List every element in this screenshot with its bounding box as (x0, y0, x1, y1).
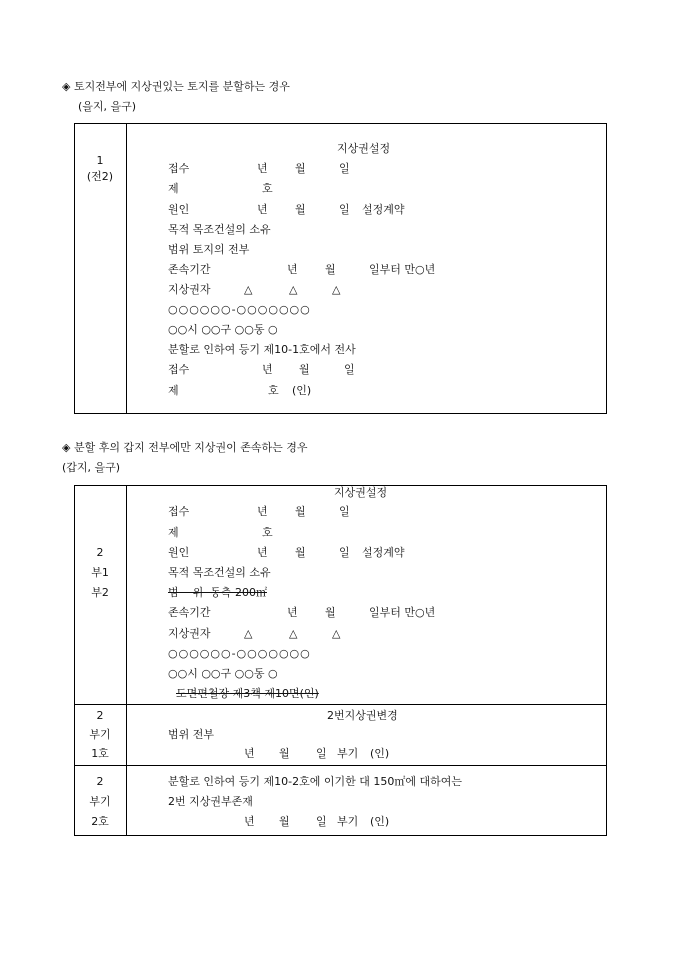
s1-duration-month: 월 (325, 263, 336, 276)
s2r3-annex: 부기 (337, 815, 359, 828)
s2r1-holder-id: ○○○○○○-○○○○○○○ (168, 647, 311, 660)
s2r3-month: 월 (279, 815, 290, 828)
s1-entry-title: 지상권설정 (337, 142, 391, 155)
s2r3-nonexistence: 2번 지상권부존재 (168, 795, 253, 808)
s1-holder-address: ○○시 ○○구 ○○동 ○ (168, 323, 278, 336)
s2r1-duration-label: 존속기간 (168, 606, 211, 619)
s2r1-scope-struck: 범 위 동측 200㎡ (168, 586, 267, 599)
s2r1-number-ho: 호 (262, 526, 273, 539)
s1-receipt2-day: 일 (344, 363, 355, 376)
s1-transfer-note: 분할로 인하여 등기 제10-1호에서 전사 (168, 343, 356, 356)
s1-receipt2-month: 월 (299, 363, 310, 376)
s2r2-rank-number: 2 (96, 709, 104, 722)
s2r3-rank-sub2: 2호 (91, 815, 109, 828)
s2r3-rank-number: 2 (96, 775, 104, 788)
s2r2-year: 년 (244, 747, 255, 760)
section1-column-divider (126, 123, 127, 414)
s2r2-month: 월 (279, 747, 290, 760)
s1-receipt-year: 년 (257, 162, 268, 175)
s2r2-rank-sub2: 1호 (91, 747, 109, 760)
s2r1-duration-until: 일부터 만○년 (369, 606, 436, 619)
s2r1-rank-sub1: 부1 (91, 566, 109, 579)
s1-cause-month: 월 (295, 203, 306, 216)
section2-heading: ◈ 분할 후의 갑지 전부에만 지상권이 존속하는 경우 (62, 441, 308, 454)
s2r1-number-label: 제 (168, 526, 179, 539)
s2r3-seal: (인) (370, 815, 390, 828)
s1-receipt2-year: 년 (262, 363, 273, 376)
s1-rank-number: 1 (96, 154, 104, 167)
s1-number2-label: 제 (168, 384, 179, 397)
s2r2-day: 일 (316, 747, 327, 760)
section1-subheading: (을지, 을구) (78, 100, 137, 113)
s1-receipt-label: 접수 (168, 162, 190, 175)
s1-rank-sub: (전2) (86, 170, 114, 183)
section2-subheading: (갑지, 을구) (62, 461, 121, 474)
s2r1-holder-address: ○○시 ○○구 ○○동 ○ (168, 667, 278, 680)
s2r1-entry-title: 지상권설정 (334, 486, 388, 499)
s2r1-receipt-month: 월 (295, 505, 306, 518)
s1-duration-label: 존속기간 (168, 263, 211, 276)
s2r1-cause-contract: 설정계약 (362, 546, 405, 559)
s1-cause-contract: 설정계약 (362, 203, 405, 216)
s1-duration-until: 일부터 만○년 (369, 263, 436, 276)
s1-receipt-month: 월 (295, 162, 306, 175)
section2-column-divider (126, 485, 127, 836)
s1-scope: 범위 토지의 전부 (168, 243, 250, 256)
s2r1-duration-year: 년 (287, 606, 298, 619)
s2r3-day: 일 (316, 815, 327, 828)
s1-purpose: 목적 목조건설의 소유 (168, 223, 271, 236)
s2r1-cause-day: 일 (339, 546, 350, 559)
s1-holder-label: 지상권자 (168, 283, 211, 296)
s1-number-ho: 호 (262, 182, 273, 195)
section2-row-divider-1 (74, 704, 607, 705)
s1-receipt-day: 일 (339, 162, 350, 175)
s2r2-entry-title: 2번지상권변경 (327, 709, 398, 722)
s1-holder-id: ○○○○○○-○○○○○○○ (168, 303, 311, 316)
s2r1-cause-year: 년 (257, 546, 268, 559)
s2r2-rank-sub1: 부기 (89, 728, 111, 741)
s2r1-holder-mark-1: △ (244, 627, 253, 640)
s2r2-scope: 범위 전부 (168, 728, 215, 741)
s2r1-cause-label: 원인 (168, 546, 190, 559)
s2r3-year: 년 (244, 815, 255, 828)
s2r1-cause-month: 월 (295, 546, 306, 559)
s2r2-seal: (인) (370, 747, 390, 760)
s2r1-holder-mark-3: △ (332, 627, 341, 640)
s2r1-holder-mark-2: △ (289, 627, 298, 640)
s1-holder-mark-1: △ (244, 283, 253, 296)
s2r1-holder-label: 지상권자 (168, 627, 211, 640)
section2-row-divider-2 (74, 765, 607, 766)
s1-number2-seal: (인) (292, 384, 312, 397)
s2r3-split-note: 분할로 인하여 등기 제10-2호에 이기한 대 150㎡에 대하여는 (168, 775, 462, 788)
s1-cause-day: 일 (339, 203, 350, 216)
s1-number-label: 제 (168, 182, 179, 195)
s1-holder-mark-3: △ (332, 283, 341, 296)
s2r1-receipt-label: 접수 (168, 505, 190, 518)
s2r1-duration-month: 월 (325, 606, 336, 619)
s1-number2-ho: 호 (268, 384, 279, 397)
s1-holder-mark-2: △ (289, 283, 298, 296)
s2r1-receipt-year: 년 (257, 505, 268, 518)
s1-duration-year: 년 (287, 263, 298, 276)
section1-heading: ◈ 토지전부에 지상권있는 토지를 분할하는 경우 (62, 80, 290, 93)
s2r3-rank-sub1: 부기 (89, 795, 111, 808)
s2r2-annex: 부기 (337, 747, 359, 760)
s2r1-rank-number: 2 (96, 546, 104, 559)
s1-cause-label: 원인 (168, 203, 190, 216)
s1-receipt2-label: 접수 (168, 363, 190, 376)
s2r1-rank-sub2: 부2 (91, 586, 109, 599)
s2r1-drawing-note-struck: 도면편철장 제3책 제10면(인) (176, 687, 319, 700)
s2r1-receipt-day: 일 (339, 505, 350, 518)
s2r1-purpose: 목적 목조건설의 소유 (168, 566, 271, 579)
s1-cause-year: 년 (257, 203, 268, 216)
